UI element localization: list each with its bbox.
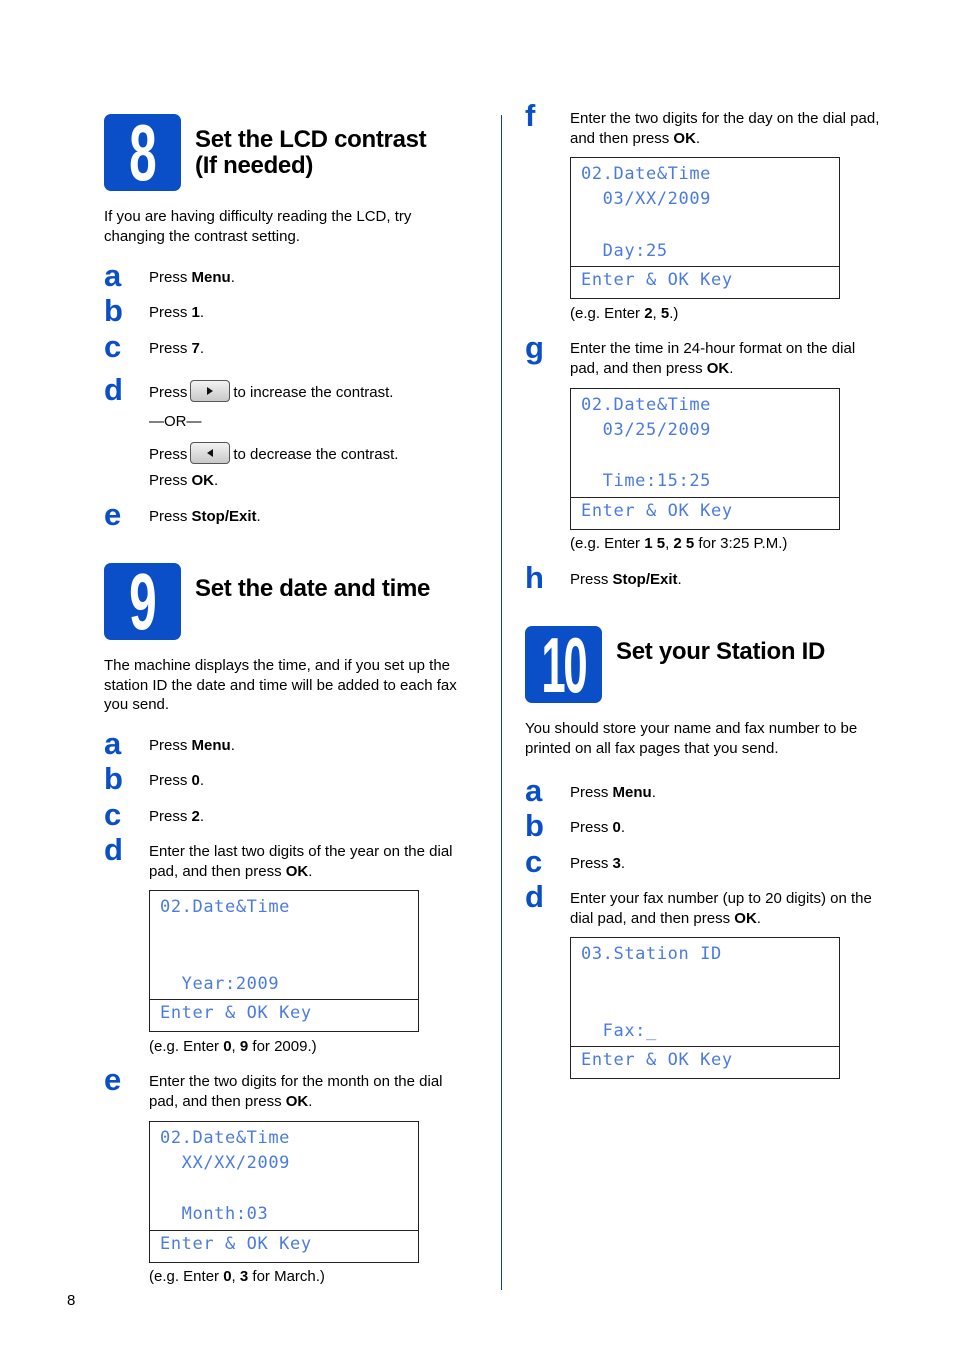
section-9-title: Set the date and time [195,575,431,602]
step-text-9g: Enter the time in 24-hour format on the dial pad, and then press OK. [570,340,856,377]
step-text-9d: Enter the last two digits of the year on the dial pad, and then press OK. [149,843,453,880]
lcd-display-month [149,1121,419,1263]
section-10-intro: You should store your name and fax number to be printed on all fax pages that you send. [525,720,858,757]
step-letter-9g: g [525,330,544,365]
right-arrow-key-icon [190,380,230,402]
step-text-9f: Enter the two digits for the day on the dial pad, and then press OK. [570,110,880,147]
lcd-line-1: 02.Date&Time [160,897,291,917]
example-9g: (e.g. Enter 1 5, 2 5 for 3:25 P.M.) [570,535,788,552]
lcd-line-1: 02.Date&Time [581,164,712,184]
lcd-line-2: 03/XX/2009 [581,189,712,209]
lcd-display-time [570,388,840,530]
lcd-line-4: Year:2009 [160,974,280,994]
step-letter-9b: b [104,761,123,796]
lcd-footer: Enter & OK Key [581,270,733,290]
lcd-footer: Enter & OK Key [581,1050,733,1070]
lcd-line-4: Month:03 [160,1204,269,1224]
step-letter-8e: e [104,497,122,532]
example-9f: (e.g. Enter 2, 5.) [570,305,679,322]
step-text-10c: Press 3. [570,855,626,872]
section-8-title: Set the LCD contrast (If needed) [195,126,427,179]
step-text-9a: Press Menu. [149,737,235,754]
step-letter-10a: a [525,773,543,808]
step-text-8a: Press Menu. [149,269,235,286]
step-text-10d: Enter your fax number (up to 20 digits) on the dial pad, and then press OK. [570,890,872,927]
step-text-9b: Press 0. [149,772,205,789]
step-letter-9c: c [104,797,122,832]
lcd-line-1: 03.Station ID [581,944,722,964]
section-8-intro: If you are having difficulty reading the LCD, try changing the contrast setting. [104,208,412,245]
step-letter-8c: c [104,329,122,364]
lcd-line-2: XX/XX/2009 [160,1153,291,1173]
example-9d: (e.g. Enter 0, 9 for 2009.) [149,1038,317,1055]
step-text-8d-or: —OR— [149,413,202,430]
lcd-separator [571,497,839,498]
left-arrow-key-icon [190,442,230,464]
step-text-9h: Press Stop/Exit. [570,571,682,588]
step-text-9e: Enter the two digits for the month on the dial pad, and then press OK. [149,1073,443,1110]
step-text-8d-ok: Press OK. [149,472,219,489]
step-letter-9e: e [104,1062,122,1097]
example-9e: (e.g. Enter 0, 3 for March.) [149,1268,325,1285]
step-text-8d-decrease: Press to decrease the contrast. [149,444,398,466]
lcd-line-4: Fax:_ [581,1021,657,1041]
step-text-10b: Press 0. [570,819,626,836]
page-number: 8 [67,1292,76,1309]
step-number-badge-9: 9 [104,563,181,640]
step-letter-10d: d [525,879,544,914]
lcd-separator [150,1230,418,1231]
lcd-separator [571,1046,839,1047]
step-text-8c: Press 7. [149,340,205,357]
step-letter-9h: h [525,560,544,595]
lcd-display-station-id [570,937,840,1079]
step-text-8e: Press Stop/Exit. [149,508,261,525]
step-letter-9f: f [525,98,536,133]
lcd-line-4: Day:25 [581,241,668,261]
step-text-9c: Press 2. [149,808,205,825]
step-letter-10c: c [525,844,543,879]
lcd-footer: Enter & OK Key [160,1234,312,1254]
step-text-8b: Press 1. [149,304,205,321]
step-letter-10b: b [525,808,544,843]
section-9-intro: The machine displays the time, and if you set up the station ID the date and time will be added to each fax you send. [104,657,457,713]
lcd-display-year [149,890,419,1032]
lcd-separator [150,999,418,1000]
lcd-separator [571,266,839,267]
lcd-line-2: 03/25/2009 [581,420,712,440]
lcd-line-1: 02.Date&Time [581,395,712,415]
step-letter-8b: b [104,293,123,328]
lcd-display-day [570,157,840,299]
lcd-line-1: 02.Date&Time [160,1128,291,1148]
column-divider [501,115,502,1290]
lcd-footer: Enter & OK Key [160,1003,312,1023]
step-letter-9a: a [104,726,122,761]
step-text-10a: Press Menu. [570,784,656,801]
step-letter-9d: d [104,832,123,867]
step-number-badge-8: 8 [104,114,181,191]
step-letter-8d: d [104,372,123,407]
step-letter-8a: a [104,258,122,293]
lcd-footer: Enter & OK Key [581,501,733,521]
section-10-title: Set your Station ID [616,638,825,665]
step-text-8d-increase: Press to increase the contrast. [149,382,393,404]
step-number-badge-10: 10 [525,626,602,703]
lcd-line-4: Time:15:25 [581,471,712,491]
